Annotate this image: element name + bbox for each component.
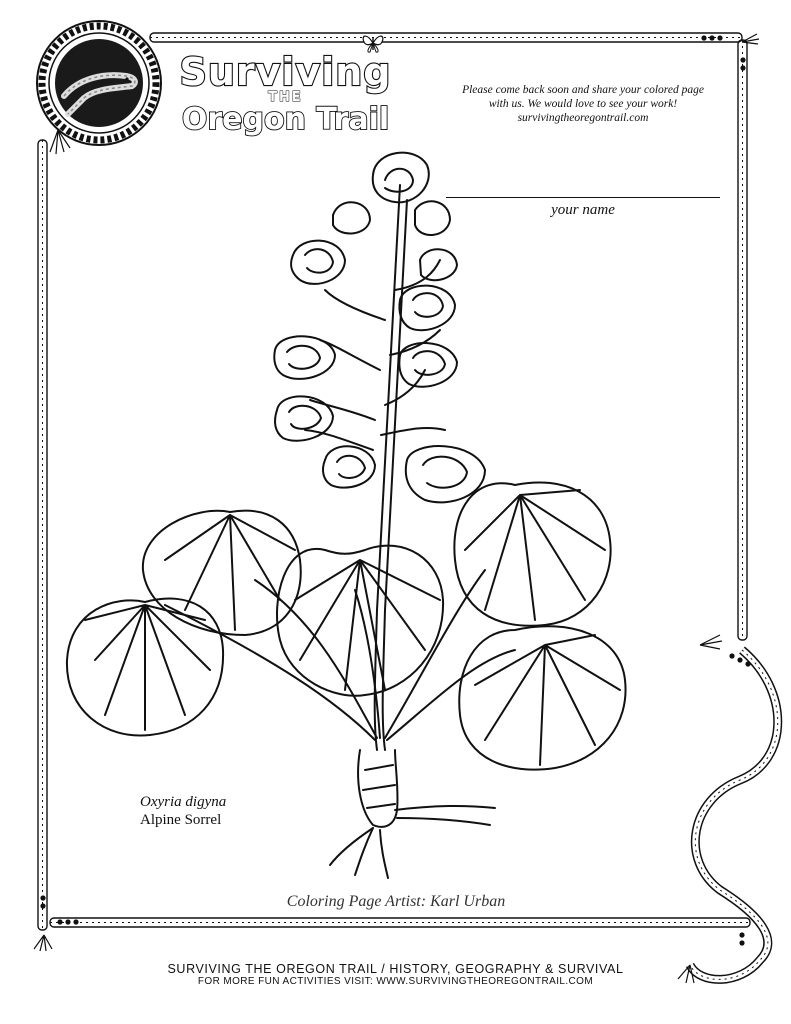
logo-line-1: Surviving <box>179 50 392 94</box>
message-line-1: Please come back soon and share your colored page <box>462 84 704 96</box>
footer-title: SURVIVING THE OREGON TRAIL / HISTORY, GEOGRAPHY & SURVIVAL <box>167 962 624 976</box>
species-common-name: Alpine Sorrel <box>140 812 222 828</box>
snake-medallion-icon <box>34 18 164 148</box>
alpine-sorrel-illustration <box>55 140 640 880</box>
logo-line-3: Oregon Trail <box>181 102 390 137</box>
message-line-2: with us. We would love to see your work! <box>488 98 678 110</box>
artist-credit: Coloring Page Artist: Karl Urban <box>286 893 506 910</box>
site-logo <box>168 50 403 142</box>
species-latin-name: Oxyria digyna <box>140 794 227 810</box>
logo-line-2: THE <box>268 90 303 105</box>
footer-link[interactable]: FOR MORE FUN ACTIVITIES VISIT: WWW.SURVIVINGTHEOREGONTRAIL.COM <box>197 976 594 987</box>
message-line-3: survivingtheoregontrail.com <box>517 112 649 124</box>
butterfly-icon <box>360 30 386 56</box>
share-message <box>448 83 718 125</box>
species-label <box>140 793 226 829</box>
name-label: your name <box>551 202 615 218</box>
